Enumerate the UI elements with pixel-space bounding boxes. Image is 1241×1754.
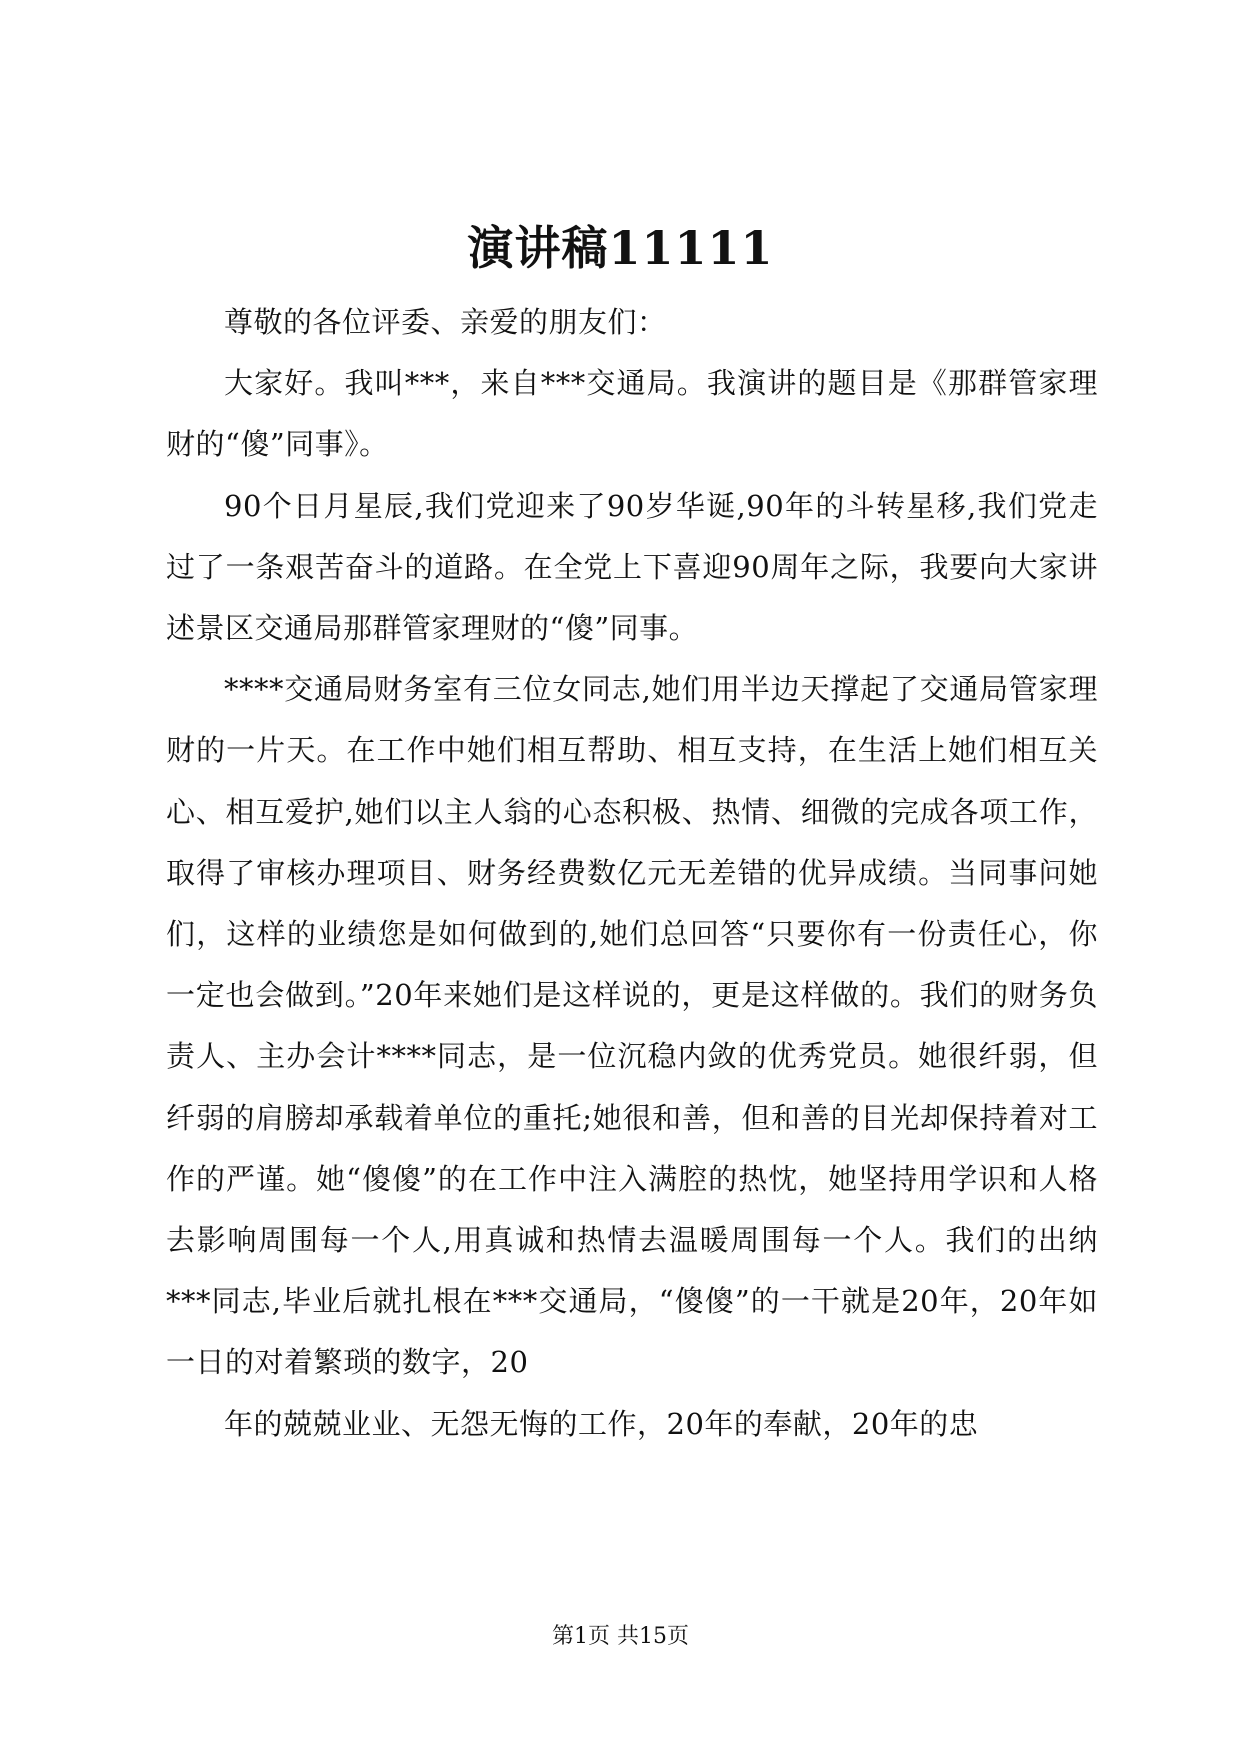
- finance-office-paragraph: ****交通局财务室有三位女同志,她们用半边天撑起了交通局管家理财的一片天。在工作中她们相互帮助、相互支持，在生活上她们相互关心、相互爱护,她们以主人翁的心态积极、热情、细微的完成各项工作，取得了审核办理项目、财务经费数亿元无差错的优异成绩。当同事问她们，这样的业绩您是如何做到的,她们总回答“只要你有一份责任心，你一定也会做到。”20年来她们是这样说的，更是这样做的。我们的财务负责人、主办会计****同志，是一位沉稳内敛的优秀党员。她很纤弱，但纤弱的肩膀却承载着单位的重托;她很和善，但和善的目光却保持着对工作的严谨。她“傻傻”的在工作中注入满腔的热忱，她坚持用学识和人格去影响周围每一个人,用真诚和热情去温暖周围每一个人。我们的出纳***同志,毕业后就扎根在***交通局，“傻傻”的一干就是20年，20年如一日的对着繁琐的数字，20: [166, 672, 1098, 1380]
- dedication-paragraph: 年的兢兢业业、无怨无悔的工作，20年的奉献，20年的忠: [224, 1406, 979, 1441]
- salutation-paragraph: 尊敬的各位评委、亲爱的朋友们：: [224, 305, 667, 339]
- intro-paragraph: 大家好。我叫***，来自***交通局。我演讲的题目是《那群管家理财的“傻”同事》。: [166, 366, 1098, 462]
- anniversary-paragraph: 90个日月星辰,我们党迎来了90岁华诞,90年的斗转星移,我们党走过了一条艰苦奋斗的道路。在全党上下喜迎90周年之际，我要向大家讲述景区交通局那群管家理财的“傻”同事。: [166, 488, 1098, 646]
- page-number-footer: 第1页 共15页: [552, 1624, 689, 1649]
- document-body: [166, 292, 1098, 1455]
- document-title: 演讲稿11111: [467, 221, 774, 275]
